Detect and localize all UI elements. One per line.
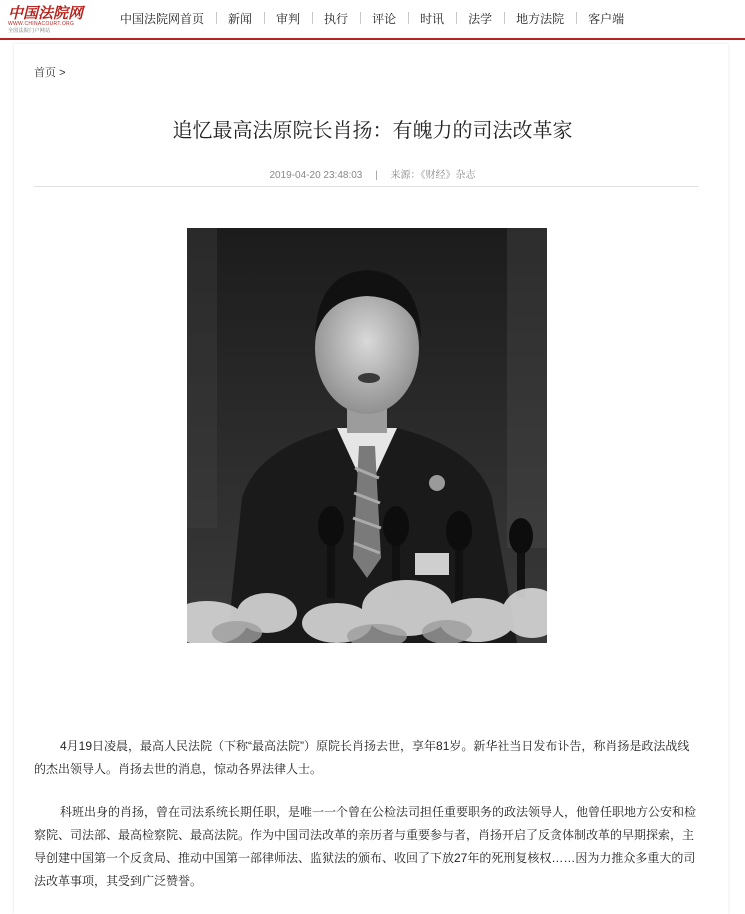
nav-commentary[interactable]: 评论 <box>360 10 408 27</box>
site-logo[interactable] <box>8 2 88 34</box>
nav-home[interactable]: 中国法院网首页 <box>120 11 205 26</box>
article-paragraph-1: 4月19日凌晨，最高人民法院（下称“最高法院”）原院长肖扬去世，享年81岁。新华社当日发布讣告，称肖扬是政法战线的杰出领导人。肖扬去世的消息，惊动各界法律人士。 <box>34 739 690 776</box>
breadcrumb-separator: > <box>59 67 66 79</box>
nav-local-courts[interactable]: 地方法院 <box>504 10 576 27</box>
nav-client-app[interactable]: 客户端 <box>576 10 636 27</box>
nav-enforcement[interactable]: 执行 <box>312 10 360 27</box>
main-nav <box>108 0 636 36</box>
breadcrumb-home-link[interactable]: 首页 <box>34 67 56 79</box>
nav-briefs[interactable]: 时讯 <box>408 10 456 27</box>
breadcrumb <box>34 64 66 80</box>
meta-separator: | <box>375 170 378 181</box>
nav-news[interactable]: 新闻 <box>216 10 264 27</box>
logo-tagline: 全国法院门户网站 <box>8 28 51 34</box>
article-photo <box>187 228 547 643</box>
title-divider <box>34 186 699 187</box>
nav-trial[interactable]: 审判 <box>264 10 312 27</box>
site-header <box>0 0 745 40</box>
logo-main-text: 中国法院网 <box>8 4 84 22</box>
article-source: 来源：《财经》杂志 <box>390 170 476 181</box>
article-date: 2019-04-20 23:48:03 <box>269 170 363 181</box>
nav-jurisprudence[interactable]: 法学 <box>456 10 504 27</box>
article-title: 追忆最高法原院长肖扬：有魄力的司法改革家 <box>172 120 573 142</box>
article-meta <box>0 166 745 181</box>
portrait-photo-illustration <box>187 228 547 643</box>
logo-url-text: WWW.CHINACOURT.ORG <box>8 21 75 27</box>
article-paragraph-2: 科班出身的肖扬，曾在司法系统长期任职，是唯一一个曾在公检法司担任重要职务的政法领导人，他曾任职地方公安和检察院、司法部、最高检察院、最高法院。作为中国司法改革的亲历者与重要参与者，肖扬开启了反贪体制改革的早期探索，主导创建中国第一个反贪局、推动中国第一部律师法、监狱法的颁布、收回了下放27年的死刑复核权……因为力推众多重大的司法改革事项，其受到广泛赞誉。 <box>34 805 697 888</box>
